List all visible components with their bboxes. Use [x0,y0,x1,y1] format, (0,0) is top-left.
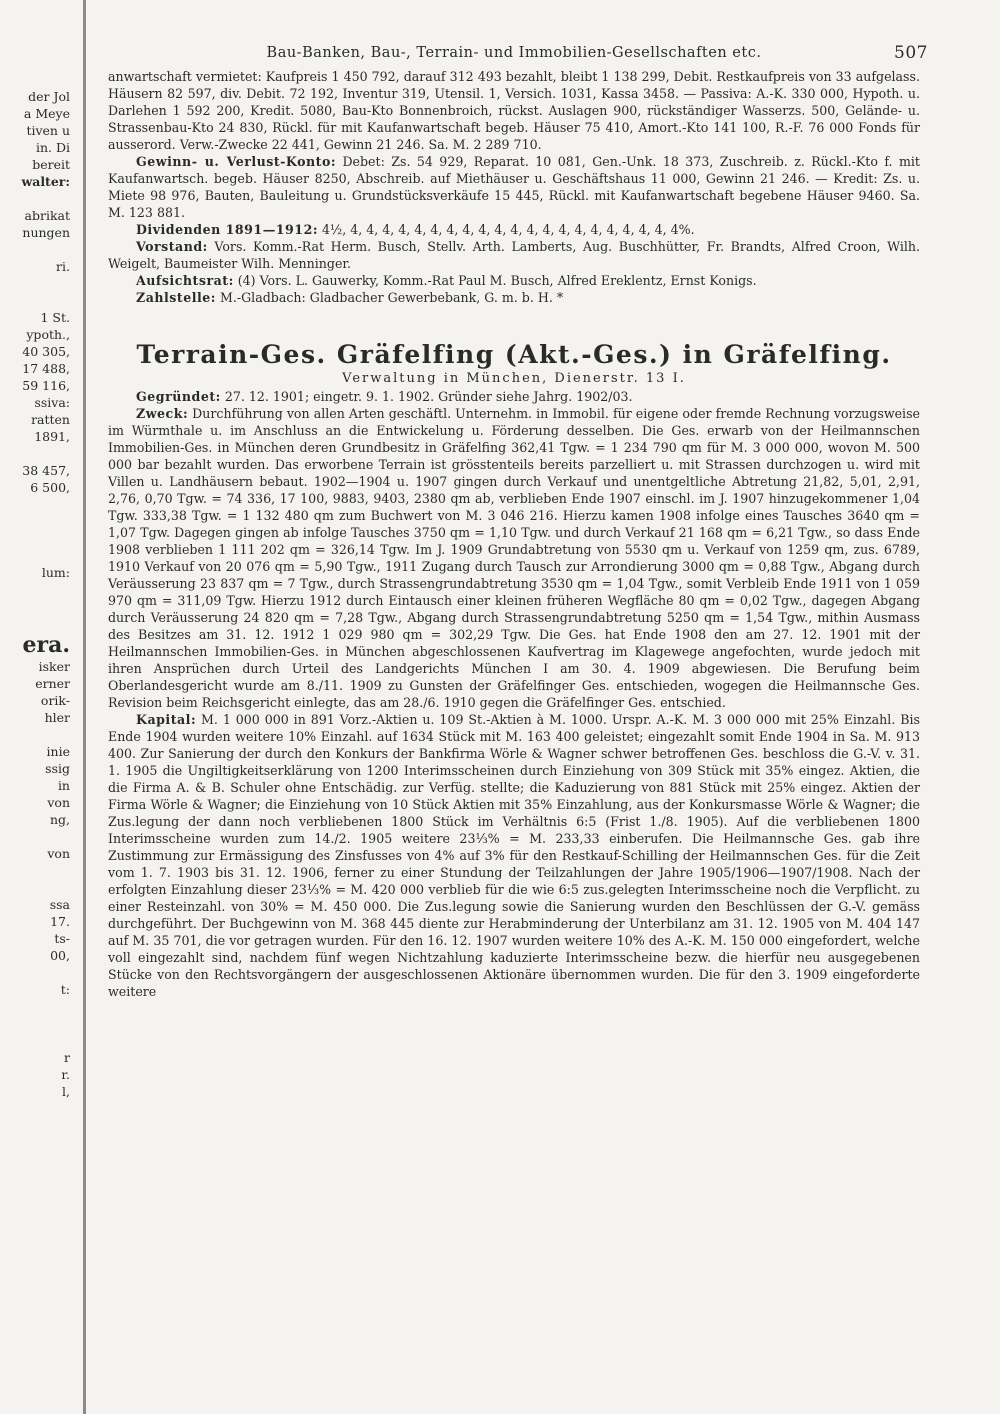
board-text: Vors. Komm.-Rat Herm. Busch, Stellv. Arth. Lamberts, Aug. Buschhütter, Fr. Brandts, Alfred Croon, Wilh. Weigelt, Baumeister Wilh. Menninger. [108,239,920,271]
left-fragment [0,241,70,258]
left-fragment: era. [22,632,70,658]
left-fragment [0,1032,70,1049]
supervisory-label: Aufsichtsrat: [136,273,234,288]
paying-agent-paragraph [108,289,920,306]
left-fragment [0,530,70,547]
left-fragment [0,190,70,207]
company-subtitle: Verwaltung in München, Dienerstr. 13 I. [342,371,686,386]
left-fragment: inie [46,744,70,759]
supervisory-paragraph [108,272,920,289]
purpose-label: Zweck: [136,406,189,421]
left-fragment [0,598,70,615]
left-fragment [0,445,70,462]
capital-paragraph [108,711,920,1000]
page-number: 507 [894,43,928,63]
left-fragment [0,879,70,896]
left-fragment: ratten [31,412,70,427]
founded-paragraph [108,388,920,405]
left-fragment: abrikat [24,208,70,223]
left-fragment: nungen [22,225,70,240]
left-fragment: hler [44,710,70,725]
left-fragment: von [47,795,70,810]
dividends-paragraph [108,221,920,238]
running-head [108,38,928,68]
left-fragment: walter: [21,174,70,189]
left-fragment: ri. [56,259,70,274]
left-fragment [0,1015,70,1032]
profit-loss-paragraph [108,153,920,221]
left-fragment: ssa [49,897,70,912]
board-paragraph [108,238,920,272]
left-fragment: 1 St. [40,310,70,325]
paying-agent-text: M.-Gladbach: Gladbacher Gewerbebank, G. m. b. H. * [219,290,564,305]
dividends-label: Dividenden 1891—1912: [136,222,318,237]
left-fragment: r [64,1050,70,1065]
dividends-text: 4½, 4, 4, 4, 4, 4, 4, 4, 4, 4, 4, 4, 4, 4, 4, 4, 4, 4, 4, 4, 4, 4%. [322,222,695,237]
left-fragment: ssiva: [34,395,70,410]
left-fragment: 00, [50,948,70,963]
left-fragment: 59 116, [22,378,70,393]
purpose-paragraph [108,405,920,711]
paying-agent-label: Zahlstelle: [136,290,216,305]
founded-text: 27. 12. 1901; eingetr. 9. 1. 1902. Gründer siehe Jahrg. 1902/03. [224,389,633,404]
left-fragment [0,998,70,1015]
left-fragment: a Meye [23,106,70,121]
capital-label: Kapital: [136,712,197,727]
left-fragment: erner [35,676,70,691]
left-fragment: isker [38,659,70,674]
left-fragment [0,513,70,530]
profit-loss-text: Debet: Zs. 54 929, Reparat. 10 081, Gen.-Unk. 18 373, Zuschreib. z. Rückl.-Kto f. mit Kaufanwartsch. begeb. Häuser 8250, Abschreib. auf Miethäuser u. Geschäftshaus 11 000, Gewinn 21 246. — Kredit: Zs. u. Miete 98 976, Bauten, Bauleitung u. Grundstücksverkäufe 15 445, Rückl. mit Kaufanwartschaft begebene Häuser 9460. Sa. M. 123 881. [108,154,920,220]
left-fragment: bereit [32,157,70,172]
company-entry [108,388,920,1000]
left-fragment [0,964,70,981]
balance-text: anwartschaft vermietet: Kaufpreis 1 450 792, darauf 312 493 bezahlt, bleibt 1 138 299, Debit. Restkaufpreis von 33 aufgelass. Häusern 82 597, div. Debit. 72 192, Inventur 319, Utensil. 1, Versich. 1031, Kassa 3458. — Passiva: A.-K. 330 000, Hypoth. u. Darlehen 1 592 200, Kredit. 5080, Bau-Kto Bonnenbroich, rückst. Auslagen 900, rückständiger Wasserzs. 500, Gelände- u. Strassenbau-Kto 24 830, Rückl. für mit Kaufanwartschaft begeb. Häuser 75 410, Amort.-Kto 141 100, R.-F. 76 000 Fonds für ausserord. Verw.-Zwecke 22 441, Gewinn 21 246. Sa. M. 2 289 710. [108,69,920,152]
left-fragment [0,828,70,845]
left-fragment: orik- [40,693,70,708]
left-fragment: in. Di [35,140,70,155]
board-label: Vorstand: [136,239,208,254]
left-fragment: ts- [54,931,70,946]
left-fragment [0,292,70,309]
previous-entry [108,68,920,306]
left-fragment: in [57,778,70,793]
left-fragment [0,615,70,632]
left-page-fragments [0,88,70,1100]
company-title: Terrain-Ges. Gräfelfing (Akt.-Ges.) in Gräfelfing. [136,340,892,369]
document-page [108,38,928,1000]
left-fragment: von [47,846,70,861]
left-fragment: lum: [41,565,70,580]
left-fragment [0,275,70,292]
left-fragment [0,547,70,564]
left-fragment: ssig [45,761,70,776]
left-fragment: 38 457, [22,463,70,478]
left-fragment: l, [62,1084,70,1099]
purpose-text: Durchführung von allen Arten geschäftl. Unternehm. in Immobil. für eigene oder fremde Rechnung vorzugsweise im Würmthale u. im Anschluss an die Entwickelung u. Förderung desselben. Die Ges. erwarb von der Heilmannschen Immobilien-Ges. in München deren Grundbesitz in Gräfelfing 362,41 Tgw. = 1 234 790 qm für M. 3 000 000, wovon M. 500 000 bar bezahlt wurden. Das erworbene Terrain ist grösstenteils bereits parzelliert u. mit Strassen durchzogen u. wird mit Villen u. Landhäusern bebaut. 1902—1904 u. 1907 gingen durch Verkauf und unentgeltliche Abtretung 21,82, 5,01, 2,91, 2,76, 0,70 Tgw. = 74 336, 17 100, 9883, 9403, 2380 qm ab, verblieben Ende 1907 einschl. im J. 1907 hinzugekommener 1,04 Tgw. 333,38 Tgw. = 1 132 480 qm zum Buchwert von M. 3 046 216. Hierzu kamen 1908 infolge eines Tausches 3640 qm = 1,07 Tgw. Dagegen gingen ab infolge Tausches 3750 qm = 1,10 Tgw. und durch Verkauf 21 168 qm = 6,21 Tgw., so dass Ende 1908 verblieben 1 111 202 qm = 326,14 Tgw. Im J. 1909 Grundabtretung von 5530 qm u. Verkauf von 1259 qm, zus. 6789, 1910 Verkauf von 20 076 qm = 5,90 Tgw., 1911 Zugang durch Tausch zur Arrondierung 3000 qm = 0,88 Tgw., Abgang durch Veräusserung 23 837 qm = 7 Tgw., durch Strassengrundabtretung 3530 qm = 1,04 Tgw., somit Verbleib Ende 1911 von 1 059 970 qm = 311,09 Tgw. Hierzu 1912 durch Eintausch einer kleinen früheren Wegfläche 80 qm = 0,02 Tgw., dagegen Abgang durch Veräusserung 24 820 qm = 7,28 Tgw., Abgang durch Strassengrundabtretung 5250 qm = 1,54 Tgw., mithin Ausmass des Besitzes am 31. 12. 1912 1 029 980 qm = 302,29 Tgw. Die Ges. hat Ende 1908 den am 27. 12. 1901 mit der Heilmannschen Immobilien-Ges. in München abgeschlossenen Kaufvertrag im Klagewege angefochten, wurde jedoch mit ihren Ansprüchen durch Urteil des Landgerichts München I am 30. 4. 1909 abgewiesen. Die Berufung beim Oberlandesgericht wurde am 8./11. 1909 zu Gunsten der Gräfelfinger Ges. entschieden, wogegen die Heilmannsche Ges. Revision beim Reichsgericht einlegte, das am 28./6. 1910 gegen die Gräfelfinger Ges. entschied. [108,406,920,710]
left-fragment [0,581,70,598]
profit-loss-label: Gewinn- u. Verlust-Konto: [136,154,337,169]
left-fragment: 1891, [34,429,70,444]
left-fragment: der Jol [28,89,70,104]
supervisory-text: (4) Vors. L. Gauwerky, Komm.-Rat Paul M. Busch, Alfred Ereklentz, Ernst Konigs. [237,273,757,288]
left-fragment: 17. [50,914,70,929]
left-fragment [0,726,70,743]
left-fragment [0,862,70,879]
left-fragment: 6 500, [30,480,70,495]
left-fragment [0,496,70,513]
left-fragment: ng, [49,812,70,827]
left-fragment: 40 305, [22,344,70,359]
founded-label: Gegründet: [136,389,221,404]
left-fragment: 17 488, [22,361,70,376]
running-title: Bau-Banken, Bau-, Terrain- und Immobilien-Gesellschaften etc. [266,45,762,61]
capital-text: M. 1 000 000 in 891 Vorz.-Aktien u. 109 St.-Aktien à M. 1000. Urspr. A.-K. M. 3 000 000 mit 25% Einzahl. Bis Ende 1904 wurden weitere 10% Einzahl. auf 1634 Stück mit M. 163 400 geleistet; eingezahlt somit Ende 1904 in Sa. M. 913 400. Zur Sanierung der durch den Konkurs der Bankfirma Wörle & Wagner schwer betroffenen Ges. beschloss die G.-V. v. 31. 1. 1905 die Ungiltigkeitserklärung von 1200 Interimsscheinen durch Einziehung von 309 Stück mit 35% eingez. Aktien, die die Firma A. & B. Schuler ohne Entschädig. zur Verfüg. stellte; die Kaduzierung von 881 Stück mit 25% eingez. Aktien der Firma Wörle & Wagner; die Einziehung von 10 Stück Aktien mit 35% Einzahlung, aus der Konkursmasse Wörle & Wagner; die Zus.legung der dann noch verbliebenen 1800 Stück im Verhältnis 6:5 (Frist 1./8. 1905). Auf die verbliebenen 1800 Interimsscheine wurden zum 14./2. 1905 weitere 23⅓% = M. 233,33 einberufen. Die Heilmannsche Ges. gab ihre Zustimmung zur Ermässigung des Zinsfusses von 4% auf 3% für den Restkauf-Schilling der Heilmannschen Ges. für die Zeit vom 1. 7. 1903 bis 31. 12. 1906, ferner zu einer Stundung der Teilzahlungen der Jahre 1905/1906—1907/1908. Nach der erfolgten Einzahlung dieser 23⅓% = M. 420 000 verblieb für die wie 6:5 zus.gelegten Interimsscheine noch die Verpflicht. zu einer Resteinzahl. von 30% = M. 450 000. Die Zus.legung sowie die Sanierung wurden den Beschlüssen der G.-V. gemäss durchgeführt. Der Buchgewinn von M. 368 445 diente zur Herabminderung der Unterbilanz am 31. 12. 1905 von M. 404 147 auf M. 35 701, die vor getragen wurden. Für den 16. 12. 1907 wurden weitere 10% des A.-K. M. 150 000 eingefordert, welche voll eingezahlt sind, nachdem fünf wegen Nichtzahlung kaduzierte Interimsscheine bezw. die hierfür neu ausgegebenen Stücke von den Rechtsvorgängern der ausgeschlossenen Aktionäre übernommen wurden. Die für den 3. 1909 eingeforderte weitere [108,712,920,999]
left-fragment: r. [61,1067,70,1082]
left-fragment: t: [60,982,70,997]
left-fragment: ypoth., [26,327,70,342]
left-fragment: tiven u [26,123,70,138]
page-gutter-line [83,0,86,1414]
